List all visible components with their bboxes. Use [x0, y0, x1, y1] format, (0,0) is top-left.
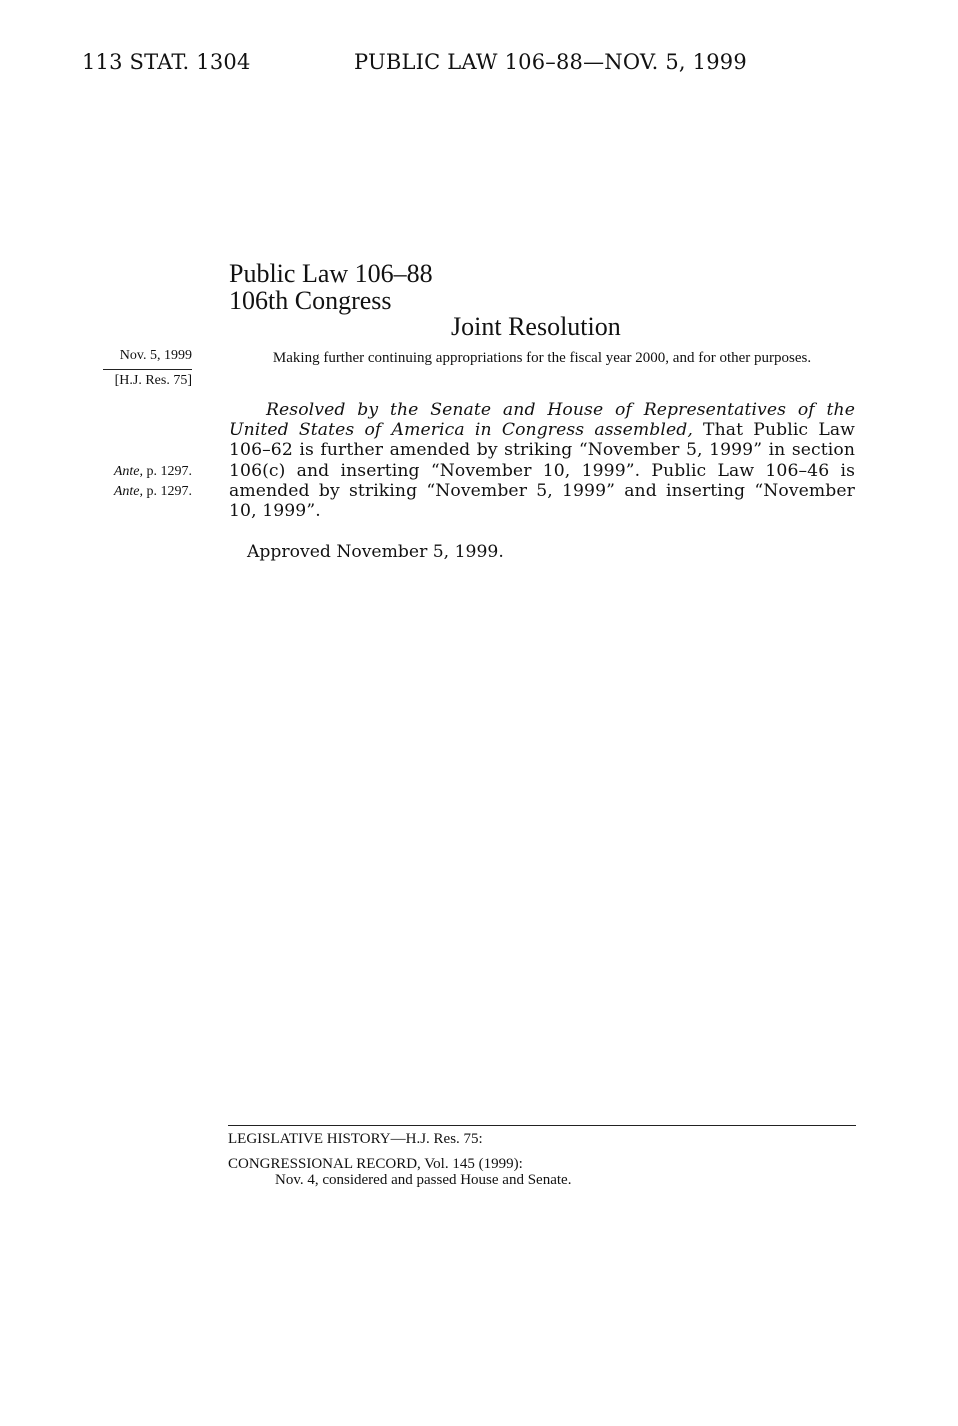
- resolution-body: That Public Law 106–62 is further amended by striking “November 5, 1999” in section 106(c) and inserting “November 10, 1999”. Public Law 106–46 is amended by striking “November 5, 1999” and inserting “November 10, 1999”.: [229, 420, 855, 522]
- congress-number: 106th Congress: [229, 286, 392, 315]
- ante-page: p. 1297.: [146, 484, 192, 499]
- law-number: Public Law 106–88: [229, 259, 433, 288]
- ante-word: Ante,: [113, 484, 143, 499]
- margin-note-ante-reference: [114, 464, 192, 480]
- legislative-action-line: Nov. 4, considered and passed House and Senate.: [275, 1172, 572, 1188]
- resolution-text: [229, 400, 855, 521]
- margin-note-divider: [103, 369, 192, 370]
- footnote-divider: [228, 1125, 856, 1126]
- running-title: PUBLIC LAW 106–88—NOV. 5, 1999: [354, 50, 747, 74]
- congressional-record-line: CONGRESSIONAL RECORD, Vol. 145 (1999):: [228, 1156, 523, 1172]
- approval-line: Approved November 5, 1999.: [247, 542, 504, 562]
- ante-page: p. 1297.: [146, 464, 192, 479]
- legislative-history-heading: LEGISLATIVE HISTORY—H.J. Res. 75:: [228, 1131, 483, 1147]
- margin-note-date: Nov. 5, 1999: [119, 348, 192, 363]
- enacting-clause: Resolved by the Senate and House of Representatives of the United States of America in Congress assembled,: [229, 400, 855, 441]
- document-type: Joint Resolution: [451, 312, 621, 341]
- margin-note-bill: [H.J. Res. 75]: [114, 373, 192, 388]
- margin-note-ante-reference: [114, 484, 192, 500]
- ante-word: Ante,: [113, 464, 143, 479]
- stat-citation: 113 STAT. 1304: [82, 50, 251, 74]
- purpose-statement: Making further continuing appropriations for the fiscal year 2000, and for other purposes.: [272, 350, 812, 366]
